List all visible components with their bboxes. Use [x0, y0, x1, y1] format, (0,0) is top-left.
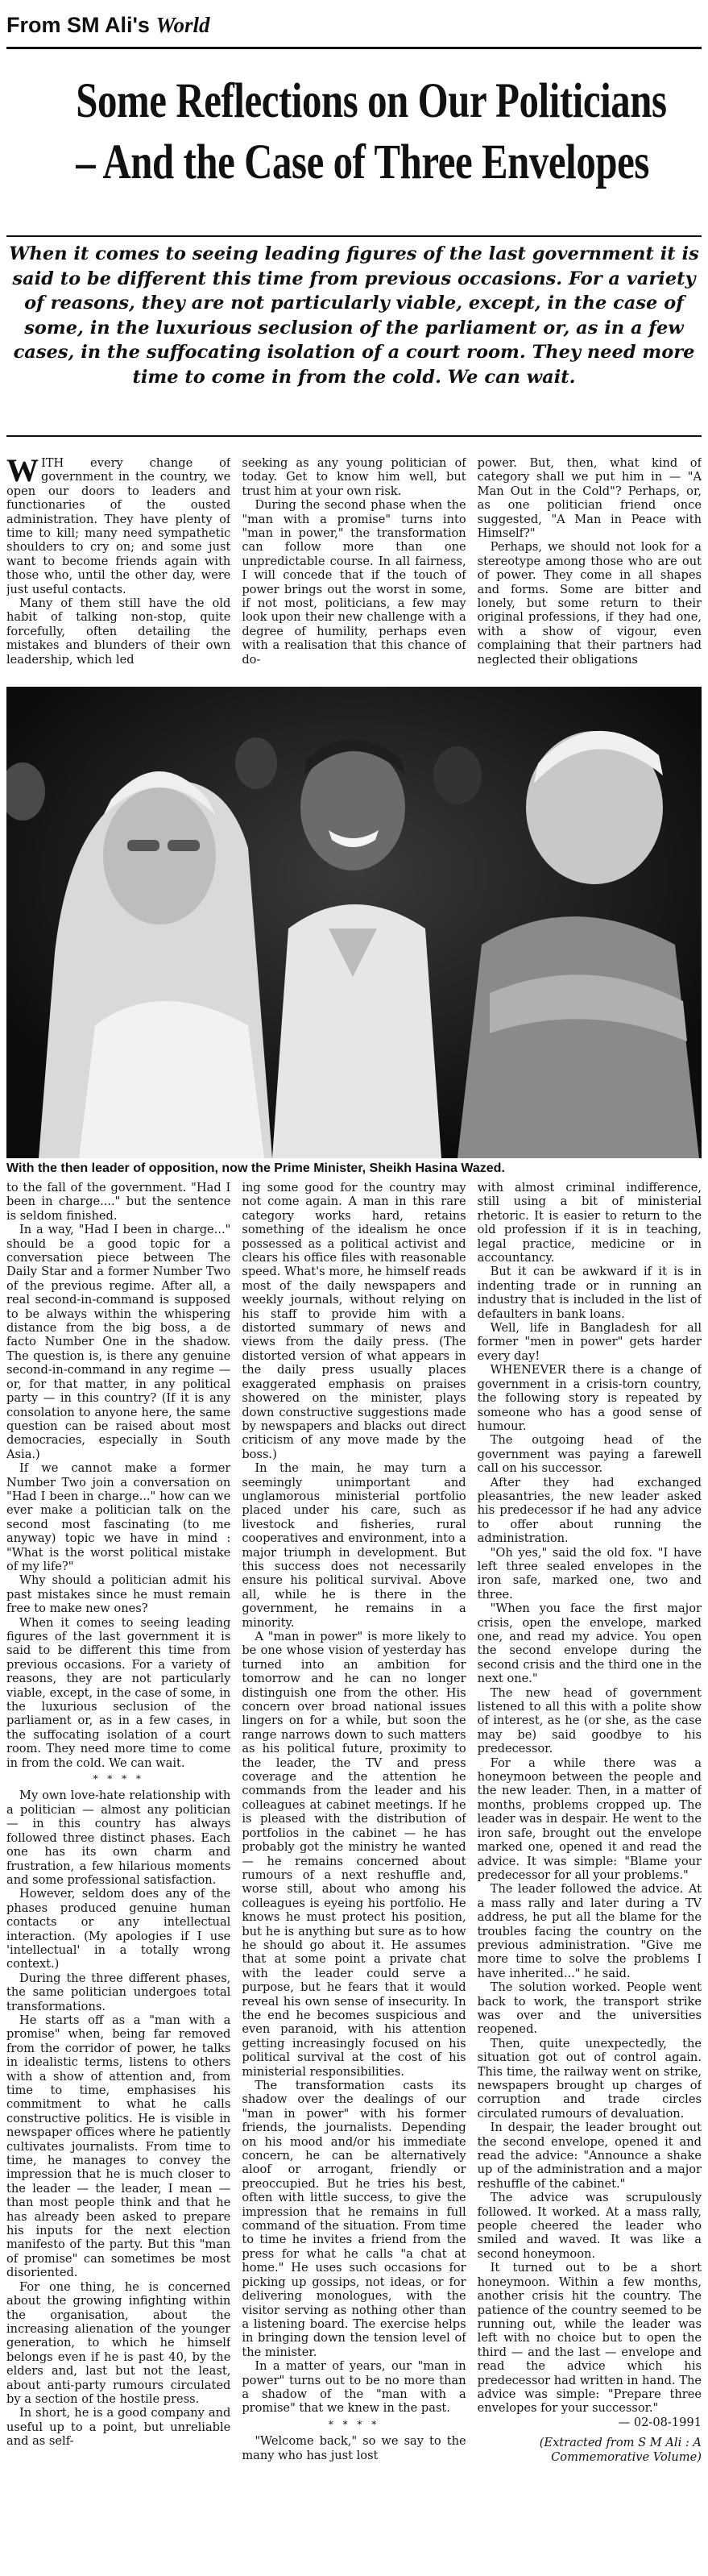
paragraph: For a while there was a honeymoon between the people and the new leader. Then, in a matter of months, problems cropped up. The leader was in despair. He went to the iron safe, brought out the envelope marked one, opened it and read the advice. It was simple: "Blame your predecessor for all your problems."	[477, 1755, 702, 1882]
paragraph: with almost criminal indifference, still using a bit of ministerial rhetoric. It is easier to return to the old profession if it is in teaching, legal practice, medicine or in accountancy.	[477, 1181, 702, 1265]
headline-rule	[6, 235, 702, 237]
top-columns	[6, 456, 702, 682]
paragraph: But it can be awkward if it is in indenting trade or in running an industry that is included in the list of defaulters in bank loans.	[477, 1265, 702, 1321]
paragraph: In short, he is a good company and useful up to a point, but unreliable and as self-	[6, 2406, 231, 2449]
paragraph: WHENEVER there is a change of government in a crisis-torn country, the following story is repeated by someone who has a good sense of humour.	[477, 1363, 702, 1433]
paragraph: In the main, he may turn a seemingly unimportant and unglamorous ministerial portfolio placed under his care, such as livestock and fisheries, rural cooperatives and environment, into a major triumph in development. But this success does not necessarily ensure his political survival. Above all, while he is there in the government, he remains in a minority.	[242, 1461, 466, 1630]
paragraph: However, seldom does any of the phases produced genuine human contacts or any intellectual interaction. (My apologies if I use 'intellectual' in a totally wrong context.)	[6, 1887, 231, 1971]
paragraph: "When you face the first major crisis, open the envelope, marked one, and read my advice. You open the second envelope during the second crisis and the third one in the next one."	[477, 1602, 702, 1686]
top-column-2	[242, 456, 466, 682]
source-credit: (Extracted from S M Ali : A Commemorative Volume)	[539, 2436, 702, 2464]
paragraph: seeking as any young politician of today. Get to know him well, but trust him at your own risk.	[242, 456, 466, 498]
drop-cap: W	[6, 456, 39, 488]
paragraph: The new head of government listened to all this with a polite show of interest, as he (or she, as the case may be) said goodbye to his predecessor.	[477, 1685, 702, 1756]
paragraph: In a way, "Had I been in charge..." should be a good topic for a conversation piece between The Daily Star and a former Number Two of the previous regime. After all, a real second-in-command is supposed to be always within the whispering distance from the big boss, a de facto Number One in the shadow. The question is, is there any genuine second-in-command in any regime — or, for that matter, in any political party — in this country? (If it is any consolation to anyone here, the same question can be raised about most democracies, especially in South Asia.)	[6, 1223, 231, 1461]
paragraph: My own love-hate relationship with a politician — almost any politician — in this country has always followed three distinct phases. Each one has its own charm and frustration, a few hilarious moments and some professional satisfaction.	[6, 1789, 231, 1887]
dateline: — 02-08-1991	[618, 2415, 702, 2429]
photo-illustration	[6, 687, 702, 1158]
paragraph: Perhaps, we should not look for a stereotype among those who are out of power. They come in all shapes and forms. Some are bitter and lonely, but some return to their original professions, if they had one, with a show of vigour, even complaining that their partners had neglected their obligations	[477, 540, 702, 667]
paragraph: During the three different phases, the same politician undergoes total transformations.	[6, 1971, 231, 2013]
paragraph: Well, life in Bangladesh for all former "men in power" gets harder every day!	[477, 1321, 702, 1363]
paragraph: In a matter of years, our "man in power" turns out to be no more than a shadow of the "man with a promise" that we knew in the past.	[242, 2359, 466, 2416]
paragraph: ing some good for the country may not come again. A man in this rare category works hard, retains something of the idealism he once possessed as a political activist and clears his office files with reasonable speed. What's more, he himself reads most of the daily newspapers and weekly journals, without relying on his staff to provide him with a distorted summary of news and views from the daily press. (The distorted version of what appears in the daily press usually places exaggerated emphasis on praises showered on the minister, plays down constructive suggestions made by newspapers and blacks out direct criticism of any move made by the boss.)	[242, 1181, 466, 1461]
paragraph: "Oh yes," said the old fox. "I have left three sealed envelopes in the iron safe, marked one, two and three.	[477, 1545, 702, 1602]
bottom-column-3	[478, 1181, 702, 2567]
paragraph: WITH every change of government in the country, we open our doors to leaders and functionaries of the ousted administration. They have plenty of time to kill; many need sympathetic shoulders to cry on; and some just want to become friends again with those who, until the other day, were just useful contacts.	[6, 456, 231, 596]
paragraph: Why should a politician admit his past mistakes since he must remain free to make new ones?	[6, 1573, 231, 1616]
paragraph: In despair, the leader brought out the second envelope, opened it and read the advice: "Announce a shake up of the administration and a major reshuffle of the cabinet."	[477, 2121, 702, 2191]
paragraph: The solution worked. People went back to work, the transport strike was over and the universities reopened.	[477, 1980, 702, 2037]
paragraph: Many of them still have the old habit of talking non-stop, quite forcefully, often detailing the mistakes and blunders of their own leadership, which led	[6, 596, 231, 667]
paragraph: When it comes to seeing leading figures of the last government it is said to be different this time from previous occasions. For a variety of reasons, they are not particularly viable, except, in the case of some, in the luxurious seclusion of the parliament or, as in a few cases, in the suffocating isolation of a court room. They need more time to come in from the cold. We can wait.	[6, 1615, 231, 1770]
bottom-column-2	[242, 1181, 466, 2567]
column-kicker	[6, 13, 209, 38]
paragraph: He starts off as a "man with a promise" when, being far removed from the corridor of power, he talks in idealistic terms, listens to others with a show of attention and, from time to time, emphasises his commitment to what he calls constructive politics. He is visible in newspaper offices where he patiently cultivates journalists. From time to time, he manages to convey the impression that he is much closer to the leader — the leader, I mean — than most people think and that he has already been asked to prepare his inputs for the next election manifesto of the party. But this "man of promise" can sometimes be most disoriented.	[6, 2013, 231, 2280]
photograph	[6, 687, 702, 1158]
paragraph: The leader followed the advice. At a mass rally and later during a TV address, he put all the blame for the troubles facing the country on the previous administration. "Give me more time to solve the problems I have inherited..." he said.	[477, 1882, 702, 1980]
paragraph: A "man in power" is more likely to be one whose vision of yesterday has turned into an ambition for tomorrow and he can no longer distinguish one from the other. His concern over broad national issues lingers on for a while, but soon the range narrows down to such matters as his political future, proximity to the leader, the TV and press coverage and the attention he commands from the leader and his colleagues at cabinet meetings. If he is pleased with the distribution of portfolios in the cabinet — he has probably got the ministry he wanted — he remains concerned about rumours of a next reshuffle and, worse still, about who among his colleagues is eyeing his portfolio. He knows he must protect his position, but he is anything but sure as to how he should go about it. He assumes that at some point a private chat with the leader could serve a purpose, but he fears that it would reveal his own sense of insecurity. In the end he becomes suspicious and even paranoid, with his attention getting increasingly focused on his political survival at the cost of his ministerial responsibilities.	[242, 1630, 466, 2079]
paragraph: The transformation casts its shadow over the dealings of our "man in power" with his former friends, the journalists. Depending on his mood and/or his immediate concern, he can be alternatively aloof or arrogant, friendly or preoccupied. But he tries his best, often with little success, to give the impression that he remains in full command of the situation. From time to time he invites a friend from the press for what he calls "a chat at home." He uses such occasions for picking up gossips, not ideas, or for delivering monologues, with the visitor serving as nothing other than a listening board. The exercise helps in bringing down the tension level of the minister.	[242, 2079, 466, 2359]
paragraph: The outgoing head of the government was paying a farewell call on his successor.	[477, 1433, 702, 1476]
paragraph: The advice was scrupulously followed. It worked. At a mass rally, people cheered the leader who smiled and waved. It was like a second honeymoon.	[477, 2191, 702, 2261]
paragraph: If we cannot make a former Number Two join a conversation on "Had I been in charge..." how can we ever make a politician talk on the second most fascinating (to me anyway) topic we have in mind : "What is the worst political mistake of my life?"	[6, 1461, 231, 1573]
paragraph: During the second phase when the "man with a promise" turns into "man in power," the transformation can follow more than one unpredictable course. In all fairness, I will concede that if the touch of power brings out the worst in some, if not most, politicians, a few may look upon their new challenge with a degree of humility, perhaps even with a realisation that this chance of do-	[242, 498, 466, 667]
paragraph: For one thing, he is concerned about the growing infighting within the organisation, about the increasing alienation of the younger generation, to which he himself belongs even if he is past 40, by the elders and, last but not the least, about anti-party rumours circulated by a section of the hostile press.	[6, 2279, 231, 2406]
photo-caption: With the then leader of opposition, now the Prime Minister, Sheikh Hasina Wazed.	[6, 1161, 505, 1175]
bottom-columns	[6, 1181, 702, 2567]
section-break: * * * *	[328, 2418, 380, 2430]
paragraph: power. But, then, what kind of category shall we put him in — "A Man Out in the Cold"? Perhaps, or, as one politician friend once suggested, "A Man in Peace with Himself?"	[477, 456, 702, 541]
paragraph: "Welcome back," so we say to the many who has just lost	[242, 2434, 466, 2462]
bottom-column-1	[6, 1181, 230, 2567]
section-break: * * * *	[93, 1773, 144, 1785]
paragraph: to the fall of the government. "Had I been in charge...." but the sentence is seldom finished.	[6, 1181, 231, 1223]
paragraph: Then, quite unexpectedly, the situation got out of control again. This time, the railway went on strike, newspapers brought up charges of corruption and trade circles circulated rumours of devaluation.	[477, 2036, 702, 2121]
kicker-prefix: From SM Ali's	[6, 13, 150, 37]
standfirst: When it comes to seeing leading figures of the last government it is said to be different this time from previous occasions. For a variety of reasons, they are not particularly viable, except, in the case of some, in the luxurious seclusion of the parliament or, as in a few cases, in the suffocating isolation of a court room. They need more time to come in from the cold. We can wait.	[9, 243, 699, 388]
paragraph: After they had exchanged pleasantries, the new leader asked his predecessor if he had any advice to offer about running the administration.	[477, 1475, 702, 1546]
headline	[76, 71, 667, 193]
headline-line-2: – And the Case of Three Envelopes	[76, 135, 649, 189]
top-column-1	[6, 456, 230, 682]
kicker-italic: World	[155, 13, 210, 37]
headline-line-1: Some Reflections on Our Politicians	[76, 74, 667, 128]
paragraph: It turned out to be a short honeymoon. Within a few months, another crisis hit the country. The patience of the country seemed to be running out, while the leader was left with no choice but to open the third — and the last — envelope and read the advice which his predecessor had written in hand. The advice was simple: "Prepare three envelopes for your successor."	[477, 2261, 702, 2416]
standfirst-rule	[6, 435, 702, 437]
top-rule	[6, 47, 702, 49]
top-column-3	[478, 456, 702, 682]
